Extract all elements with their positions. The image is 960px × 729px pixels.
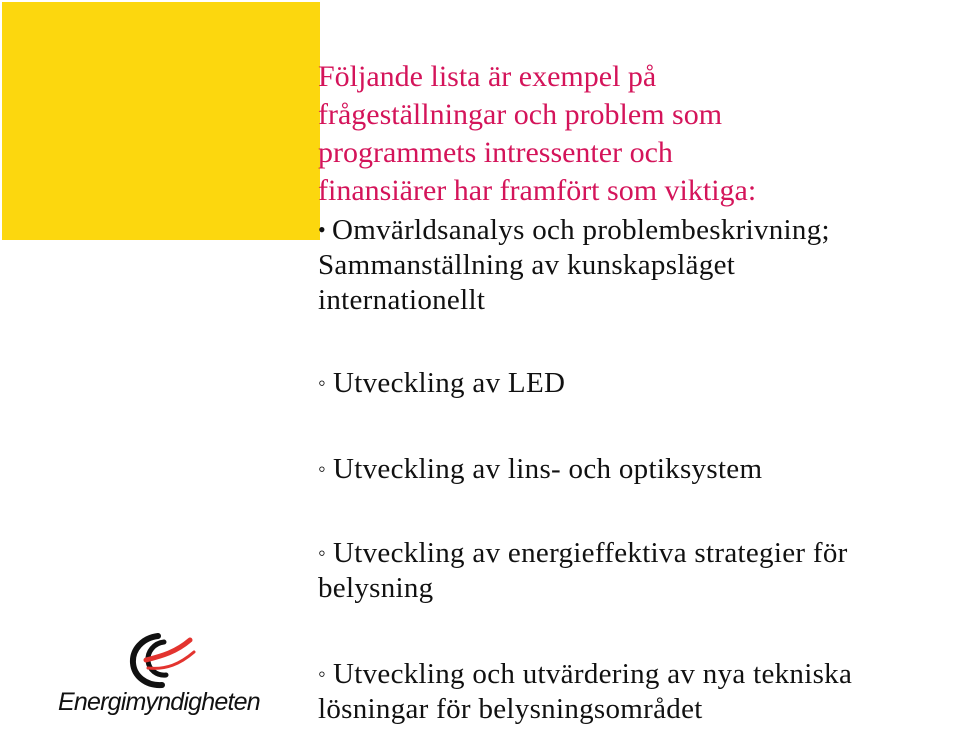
bullet-icon: ◦ (318, 661, 327, 686)
list-item-line: Utveckling av lins- och optiksystem (333, 453, 763, 485)
list-item-line: Utveckling och utvärdering av nya tekniska (333, 658, 853, 690)
list-item-line: Sammanställning av kunskapsläget (318, 249, 736, 281)
list-item-line: Omvärldsanalys och problembeskrivning; (332, 214, 830, 246)
page-title (318, 58, 878, 210)
list-item-line: Utveckling av LED (333, 367, 566, 399)
logo-wordmark: Energimyndigheten (58, 688, 260, 716)
list-item (318, 451, 958, 487)
bullet-icon: ◦ (318, 456, 327, 481)
list-item-line: lösningar för belysningsområdet (318, 693, 703, 725)
bullet-icon: ◦ (318, 370, 327, 395)
list-item (318, 365, 958, 401)
list-item-line: internationellt (318, 284, 486, 316)
title-line: finansiärer har framfört som viktiga: (318, 174, 757, 207)
list-item (318, 212, 958, 318)
list-item-line: belysning (318, 572, 434, 604)
list-item (318, 535, 958, 606)
title-line: Följande lista är exempel på (318, 60, 657, 93)
yellow-decor-block (2, 2, 320, 240)
title-line: frågeställningar och problem som (318, 98, 723, 131)
list-item-line: Utveckling av energieffektiva strategier för (333, 537, 848, 569)
list-item (318, 656, 958, 727)
title-line: programmets intressenter och (318, 136, 673, 169)
bullet-icon: • (318, 217, 327, 242)
energimyndigheten-logo-icon (124, 630, 204, 690)
energimyndigheten-logo (58, 630, 272, 722)
bullet-icon: ◦ (318, 540, 327, 565)
